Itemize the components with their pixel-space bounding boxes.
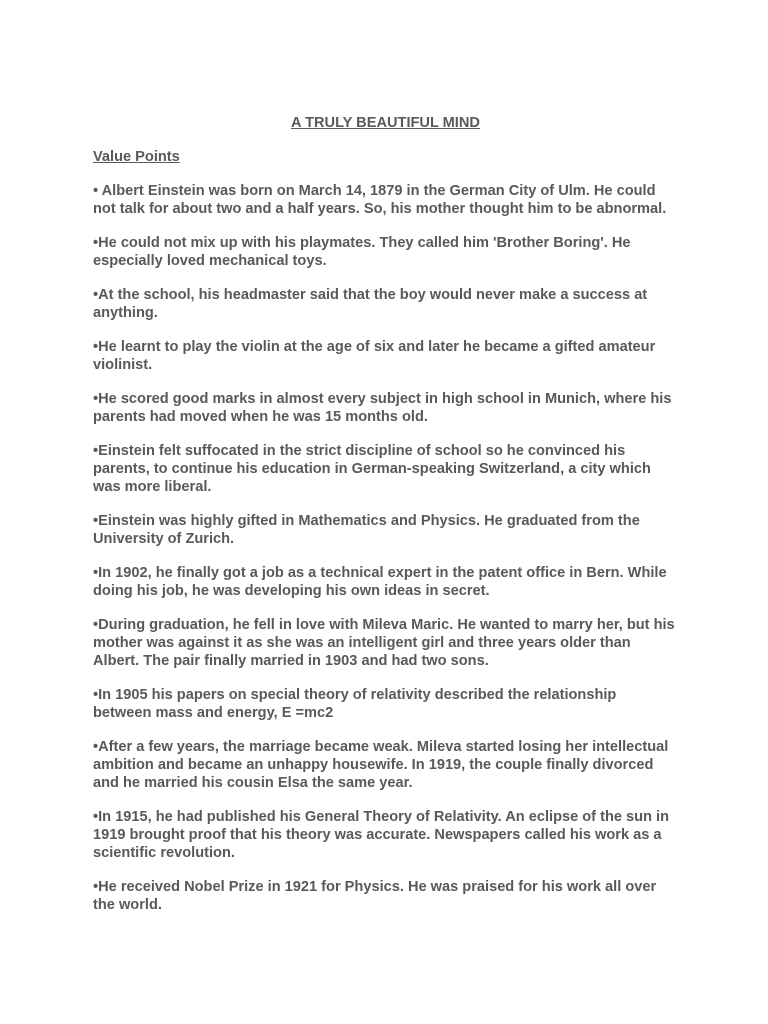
value-points-list	[93, 182, 678, 914]
value-point: •In 1915, he had published his General Theory of Relativity. An eclipse of the sun in 1919 brought proof that his theory was accurate. Newspapers called his work as a scientific revolution.	[93, 809, 670, 861]
document-title: A TRULY BEAUTIFUL MIND	[291, 115, 480, 131]
value-point: • Albert Einstein was born on March 14, 1879 in the German City of Ulm. He could not talk for about two and a half years. So, his mother thought him to be abnormal.	[93, 183, 667, 217]
value-point: •He received Nobel Prize in 1921 for Physics. He was praised for his work all over the world.	[93, 879, 657, 913]
value-point: •He scored good marks in almost every subject in high school in Munich, where his parents had moved when he was 15 months old.	[93, 391, 672, 425]
section-heading: Value Points	[93, 149, 180, 165]
value-point: •Einstein felt suffocated in the strict discipline of school so he convinced his parents, to continue his education in German-speaking Switzerland, a city which was more liberal.	[93, 443, 651, 495]
document-page	[93, 114, 678, 930]
value-point: •He could not mix up with his playmates. They called him 'Brother Boring'. He especially loved mechanical toys.	[93, 235, 631, 269]
value-point: •At the school, his headmaster said that the boy would never make a success at anything.	[93, 287, 648, 321]
value-point: •During graduation, he fell in love with Mileva Maric. He wanted to marry her, but his mother was against it as she was an intelligent girl and three years older than Albert. The pair finally married in 1903 and had two sons.	[93, 617, 675, 669]
value-point: •In 1902, he finally got a job as a technical expert in the patent office in Bern. While doing his job, he was developing his own ideas in secret.	[93, 565, 667, 599]
value-point: •In 1905 his papers on special theory of relativity described the relationship between mass and energy, E =mc2	[93, 687, 617, 721]
value-point: •He learnt to play the violin at the age of six and later he became a gifted amateur violinist.	[93, 339, 656, 373]
value-point: •After a few years, the marriage became weak. Mileva started losing her intellectual ambition and became an unhappy housewife. In 1919, the couple finally divorced and he married his cousin Elsa the same year.	[93, 739, 669, 791]
value-point: •Einstein was highly gifted in Mathematics and Physics. He graduated from the University of Zurich.	[93, 513, 640, 547]
